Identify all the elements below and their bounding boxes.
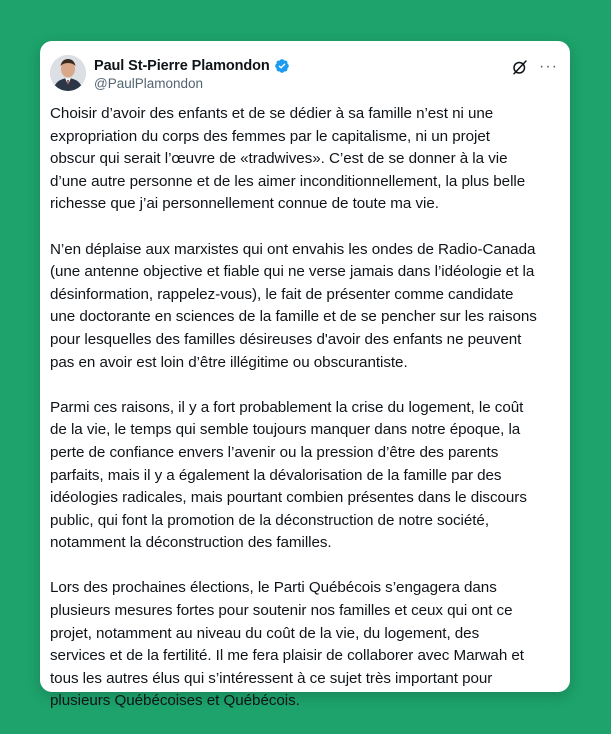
avatar-image — [50, 55, 86, 91]
post-card — [40, 41, 570, 710]
post-paragraph: Choisir d’avoir des enfants et de se dédier à sa famille n’est ni une expropriation du corps des femmes par le capitalisme, ni un projet obscur qui serait l’œuvre de «tradwives». C’est de se donner à la vie d’une autre personne et de les aimer inconditionnellement, la plus belle richesse que j’ai personnellement connue de toute ma vie. — [50, 105, 526, 213]
author-block — [94, 57, 290, 91]
header-actions — [511, 58, 558, 76]
post-header — [50, 55, 558, 95]
verified-badge-icon[interactable] — [274, 58, 290, 74]
avatar[interactable] — [50, 55, 86, 91]
post-paragraph: Lors des prochaines élections, le Parti Québécois s’engagera dans plusieurs mesures fortes pour soutenir nos familles et ceux qui ont ce projet, notamment au niveau du coût de la vie, du logement, des services et de la fertilité. Il me fera plaisir de collaborer avec Marwah et tous les autres élus qui s’intéressent à ce sujet très important pour plusieurs Québécoises et Québécois. — [50, 579, 524, 710]
author-name[interactable]: Paul St-Pierre Plamondon — [94, 58, 270, 74]
grok-icon[interactable] — [511, 58, 529, 76]
post-paragraph: Parmi ces raisons, il y a fort probablement la crise du logement, le coût de la vie, le temps qui semble toujours manquer dans notre époque, la perte de confiance envers l’avenir ou la pression d’être des parents parfaits, mais il y a également la dévalorisation de la famille par des idéologies radicales, mais pourtant combien présentes dans le discours public, qui font la promotion de la déconstruction de notre société, notamment la déconstruction des familles. — [50, 398, 527, 552]
author-handle[interactable]: @PaulPlamondon — [94, 76, 204, 91]
post-paragraph: N’en déplaise aux marxistes qui ont envahis les ondes de Radio-Canada (une antenne objective et fiable qui ne verse jamais dans l’idéologie et la désinformation, rappelez-vous), le fait de présenter comme candidate une doctorante en sciences de la famille et de se pencher sur les raisons pour lesquelles des familles désireuses d'avoir des enfants ne peuvent pas en avoir est loin d’être illégitime ou obscurantiste. — [50, 240, 537, 371]
author-name-row — [94, 57, 290, 75]
more-options-icon[interactable]: ··· — [539, 58, 558, 75]
post-text — [50, 103, 560, 713]
